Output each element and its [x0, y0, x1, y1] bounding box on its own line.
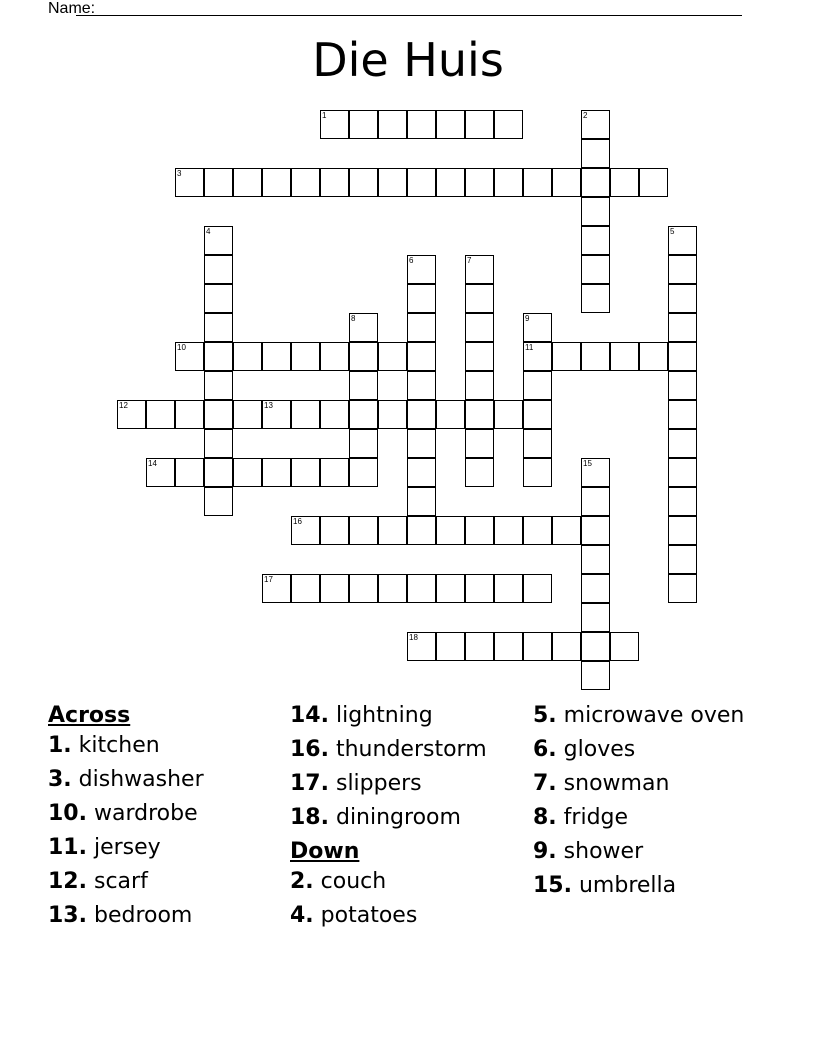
- grid-cell[interactable]: [668, 284, 697, 313]
- grid-cell[interactable]: [204, 313, 233, 342]
- grid-cell[interactable]: [320, 110, 349, 139]
- cell-number: 17: [264, 575, 273, 584]
- grid-cell[interactable]: [581, 545, 610, 574]
- grid-cell[interactable]: [610, 168, 639, 197]
- grid-cell[interactable]: [581, 139, 610, 168]
- cell-number: 6: [409, 256, 414, 265]
- grid-cell[interactable]: [378, 110, 407, 139]
- grid-cell[interactable]: [378, 516, 407, 545]
- grid-cell[interactable]: [494, 110, 523, 139]
- cell-number: 14: [148, 459, 157, 468]
- grid-cell[interactable]: [146, 458, 175, 487]
- grid-cell[interactable]: [668, 255, 697, 284]
- grid-cell[interactable]: [523, 313, 552, 342]
- cell-number: 4: [206, 227, 211, 236]
- grid-cell[interactable]: [175, 400, 204, 429]
- grid-cell[interactable]: [436, 168, 465, 197]
- grid-cell[interactable]: [523, 400, 552, 429]
- grid-cell[interactable]: [465, 632, 494, 661]
- grid-cell[interactable]: [465, 458, 494, 487]
- grid-cell[interactable]: [291, 574, 320, 603]
- grid-cell[interactable]: [465, 429, 494, 458]
- clue-across-12: 12. scarf: [48, 869, 148, 894]
- grid-cell[interactable]: [465, 110, 494, 139]
- grid-cell[interactable]: [204, 168, 233, 197]
- grid-cell[interactable]: [349, 168, 378, 197]
- grid-cell[interactable]: [117, 400, 146, 429]
- clue-across-10: 10. wardrobe: [48, 801, 198, 826]
- grid-cell[interactable]: [465, 168, 494, 197]
- grid-cell[interactable]: [407, 371, 436, 400]
- grid-cell[interactable]: [262, 400, 291, 429]
- grid-cell[interactable]: [407, 458, 436, 487]
- clues-column-3: [533, 703, 773, 907]
- grid-cell[interactable]: [349, 429, 378, 458]
- grid-cell[interactable]: [465, 342, 494, 371]
- grid-cell[interactable]: [668, 226, 697, 255]
- grid-cell[interactable]: [581, 632, 610, 661]
- grid-cell[interactable]: [378, 168, 407, 197]
- clues-column-2: [290, 703, 525, 937]
- grid-cell[interactable]: [349, 342, 378, 371]
- grid-cell[interactable]: [581, 342, 610, 371]
- name-label: Name:: [48, 0, 96, 17]
- clue-across-11: 11. jersey: [48, 835, 161, 860]
- grid-cell[interactable]: [436, 400, 465, 429]
- clue-across-3: 3. dishwasher: [48, 767, 204, 792]
- grid-cell[interactable]: [494, 632, 523, 661]
- grid-cell[interactable]: [465, 516, 494, 545]
- grid-cell[interactable]: [407, 342, 436, 371]
- cell-number: 8: [351, 314, 356, 323]
- grid-cell[interactable]: [552, 516, 581, 545]
- grid-cell[interactable]: [581, 661, 610, 690]
- grid-cell[interactable]: [436, 110, 465, 139]
- grid-cell[interactable]: [581, 110, 610, 139]
- grid-cell[interactable]: [523, 371, 552, 400]
- grid-cell[interactable]: [523, 574, 552, 603]
- grid-cell[interactable]: [610, 632, 639, 661]
- cell-number: 9: [525, 314, 530, 323]
- grid-cell[interactable]: [639, 168, 668, 197]
- grid-cell[interactable]: [320, 458, 349, 487]
- grid-cell[interactable]: [378, 400, 407, 429]
- cell-number: 5: [670, 227, 675, 236]
- grid-cell[interactable]: [465, 574, 494, 603]
- grid-cell[interactable]: [465, 313, 494, 342]
- grid-cell[interactable]: [465, 255, 494, 284]
- grid-cell[interactable]: [523, 168, 552, 197]
- grid-cell[interactable]: [668, 516, 697, 545]
- cell-number: 2: [583, 111, 588, 120]
- grid-cell[interactable]: [204, 255, 233, 284]
- grid-cell[interactable]: [349, 458, 378, 487]
- grid-cell[interactable]: [581, 516, 610, 545]
- grid-cell[interactable]: [146, 400, 175, 429]
- clue-across-14: 14. lightning: [290, 703, 433, 728]
- grid-cell[interactable]: [523, 632, 552, 661]
- grid-cell[interactable]: [552, 342, 581, 371]
- clue-across-16: 16. thunderstorm: [290, 737, 487, 762]
- grid-cell[interactable]: [523, 516, 552, 545]
- clue-down-7: 7. snowman: [533, 771, 670, 796]
- grid-cell[interactable]: [407, 255, 436, 284]
- grid-cell[interactable]: [407, 429, 436, 458]
- grid-cell[interactable]: [610, 342, 639, 371]
- grid-cell[interactable]: [407, 284, 436, 313]
- grid-cell[interactable]: [175, 168, 204, 197]
- grid-cell[interactable]: [668, 400, 697, 429]
- grid-cell[interactable]: [668, 313, 697, 342]
- grid-cell[interactable]: [407, 110, 436, 139]
- grid-cell[interactable]: [233, 168, 262, 197]
- grid-cell[interactable]: [320, 168, 349, 197]
- grid-cell[interactable]: [233, 458, 262, 487]
- grid-cell[interactable]: [581, 226, 610, 255]
- clue-down-2: 2. couch: [290, 869, 387, 894]
- clue-down-15: 15. umbrella: [533, 873, 677, 898]
- grid-cell[interactable]: [552, 168, 581, 197]
- grid-cell[interactable]: [639, 342, 668, 371]
- grid-cell[interactable]: [465, 400, 494, 429]
- clue-across-1: 1. kitchen: [48, 733, 160, 758]
- grid-cell[interactable]: [204, 342, 233, 371]
- grid-cell[interactable]: [581, 255, 610, 284]
- grid-cell[interactable]: [349, 516, 378, 545]
- grid-cell[interactable]: [436, 516, 465, 545]
- grid-cell[interactable]: [378, 342, 407, 371]
- grid-cell[interactable]: [407, 168, 436, 197]
- clue-across-17: 17. slippers: [290, 771, 422, 796]
- grid-cell[interactable]: [320, 400, 349, 429]
- grid-cell[interactable]: [581, 168, 610, 197]
- clue-down-4: 4. potatoes: [290, 903, 418, 928]
- grid-cell[interactable]: [581, 574, 610, 603]
- grid-cell[interactable]: [581, 487, 610, 516]
- grid-cell[interactable]: [204, 371, 233, 400]
- grid-cell[interactable]: [465, 371, 494, 400]
- grid-cell[interactable]: [262, 168, 291, 197]
- grid-cell[interactable]: [349, 574, 378, 603]
- grid-cell[interactable]: [291, 168, 320, 197]
- grid-cell[interactable]: [581, 603, 610, 632]
- grid-cell[interactable]: [407, 516, 436, 545]
- grid-cell[interactable]: [523, 429, 552, 458]
- grid-cell[interactable]: [204, 487, 233, 516]
- clue-across-18: 18. diningroom: [290, 805, 461, 830]
- grid-cell[interactable]: [349, 313, 378, 342]
- cell-number: 12: [119, 401, 128, 410]
- grid-cell[interactable]: [291, 400, 320, 429]
- grid-cell[interactable]: [349, 371, 378, 400]
- grid-cell[interactable]: [494, 574, 523, 603]
- grid-cell[interactable]: [262, 342, 291, 371]
- grid-cell[interactable]: [407, 313, 436, 342]
- grid-cell[interactable]: [291, 516, 320, 545]
- page-title: Die Huis: [312, 33, 504, 87]
- grid-cell[interactable]: [668, 458, 697, 487]
- grid-cell[interactable]: [668, 342, 697, 371]
- grid-cell[interactable]: [436, 632, 465, 661]
- grid-cell[interactable]: [668, 371, 697, 400]
- grid-cell[interactable]: [349, 110, 378, 139]
- grid-cell[interactable]: [668, 545, 697, 574]
- grid-cell[interactable]: [407, 632, 436, 661]
- clue-down-6: 6. gloves: [533, 737, 636, 762]
- grid-cell[interactable]: [668, 574, 697, 603]
- grid-cell[interactable]: [436, 574, 465, 603]
- clues-column-1: [48, 703, 278, 937]
- clue-across-13: 13. bedroom: [48, 903, 193, 928]
- grid-cell[interactable]: [204, 400, 233, 429]
- grid-cell[interactable]: [233, 342, 262, 371]
- cell-number: 13: [264, 401, 273, 410]
- grid-cell[interactable]: [204, 458, 233, 487]
- cell-number: 15: [583, 459, 592, 468]
- grid-cell[interactable]: [233, 400, 262, 429]
- grid-cell[interactable]: [494, 516, 523, 545]
- clue-down-5: 5. microwave oven: [533, 703, 745, 728]
- grid-cell[interactable]: [320, 574, 349, 603]
- grid-cell[interactable]: [523, 342, 552, 371]
- grid-cell[interactable]: [581, 458, 610, 487]
- grid-cell[interactable]: [175, 458, 204, 487]
- grid-cell[interactable]: [581, 197, 610, 226]
- grid-cell[interactable]: [320, 342, 349, 371]
- cell-number: 11: [525, 343, 534, 352]
- grid-cell[interactable]: [262, 574, 291, 603]
- grid-cell[interactable]: [320, 516, 349, 545]
- grid-cell[interactable]: [204, 226, 233, 255]
- grid-cell[interactable]: [668, 487, 697, 516]
- cell-number: 1: [322, 111, 327, 120]
- grid-cell[interactable]: [204, 429, 233, 458]
- grid-cell[interactable]: [552, 632, 581, 661]
- grid-cell[interactable]: [668, 429, 697, 458]
- grid-cell[interactable]: [407, 574, 436, 603]
- grid-cell[interactable]: [581, 284, 610, 313]
- grid-cell[interactable]: [262, 458, 291, 487]
- grid-cell[interactable]: [378, 574, 407, 603]
- cell-number: 10: [177, 343, 186, 352]
- grid-cell[interactable]: [523, 458, 552, 487]
- grid-cell[interactable]: [175, 342, 204, 371]
- clue-down-9: 9. shower: [533, 839, 644, 864]
- grid-cell[interactable]: [291, 458, 320, 487]
- grid-cell[interactable]: [291, 342, 320, 371]
- grid-cell[interactable]: [465, 284, 494, 313]
- grid-cell[interactable]: [407, 487, 436, 516]
- grid-cell[interactable]: [494, 400, 523, 429]
- down-heading: Down: [290, 839, 360, 864]
- across-heading: Across: [48, 703, 131, 728]
- cell-number: 18: [409, 633, 418, 642]
- grid-cell[interactable]: [204, 284, 233, 313]
- clue-down-8: 8. fridge: [533, 805, 629, 830]
- cell-number: 16: [293, 517, 302, 526]
- grid-cell[interactable]: [349, 400, 378, 429]
- grid-cell[interactable]: [494, 168, 523, 197]
- cell-number: 3: [177, 169, 182, 178]
- grid-cell[interactable]: [407, 400, 436, 429]
- cell-number: 7: [467, 256, 472, 265]
